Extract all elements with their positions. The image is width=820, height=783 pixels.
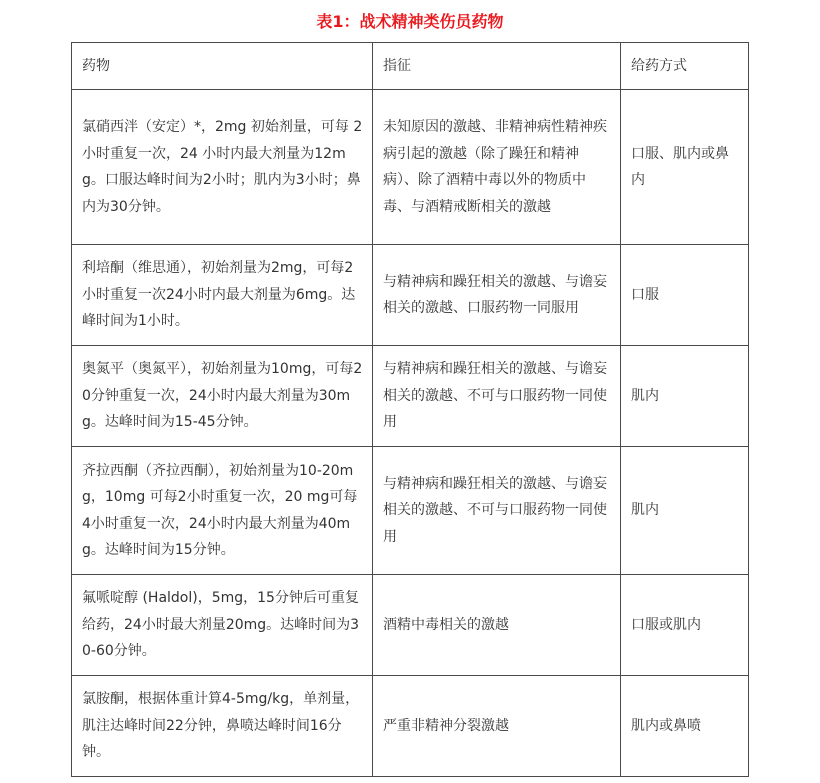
drug-cell: 氯胺酮，根据体重计算4-5mg/kg，单剂量，肌注达峰时间22分钟，鼻喷达峰时间16分钟。 (72, 676, 373, 777)
table-title: 表1：战术精神类伤员药物 (316, 12, 504, 31)
drug-cell: 利培酮（维思通），初始剂量为2mg，可每2小时重复一次24小时内最大剂量为6mg。达峰时间为1小时。 (72, 245, 373, 346)
drug-cell: 齐拉西酮（齐拉西酮），初始剂量为10-20mg，10mg 可每2小时重复一次，20 mg可每4小时重复一次，24小时内最大剂量为40mg。达峰时间为15分钟。 (72, 447, 373, 575)
drug-cell: 奥氮平（奥氮平），初始剂量为10mg，可每20分钟重复一次，24小时内最大剂量为30mg。达峰时间为15-45分钟。 (72, 346, 373, 447)
drug-cell: 氯硝西泮（安定）*，2mg 初始剂量，可每 2 小时重复一次，24 小时内最大剂量为12mg。口服达峰时间为2小时；肌内为3小时；鼻内为30分钟。 (72, 90, 373, 245)
route-cell: 肌内或鼻喷 (621, 676, 749, 777)
drug-table (71, 42, 749, 777)
indication-cell: 酒精中毒相关的激越 (373, 575, 621, 676)
table-row (72, 346, 749, 447)
indication-cell: 严重非精神分裂激越 (373, 676, 621, 777)
route-cell: 口服或肌内 (621, 575, 749, 676)
table-row (72, 90, 749, 245)
header-route: 给药方式 (621, 43, 749, 90)
indication-cell: 与精神病和躁狂相关的激越、与谵妄相关的激越、不可与口服药物一同使用 (373, 346, 621, 447)
header-row (72, 43, 749, 90)
header-indication: 指征 (373, 43, 621, 90)
route-cell: 肌内 (621, 346, 749, 447)
header-drug: 药物 (72, 43, 373, 90)
indication-cell: 未知原因的激越、非精神病性精神疾病引起的激越（除了躁狂和精神病）、除了酒精中毒以外的物质中毒、与酒精戒断相关的激越 (373, 90, 621, 245)
table-row (72, 575, 749, 676)
table-row (72, 676, 749, 777)
route-cell: 口服 (621, 245, 749, 346)
table-row (72, 447, 749, 575)
drug-cell: 氟哌啶醇 (Haldol)，5mg，15分钟后可重复给药，24小时最大剂量20mg。达峰时间为30-60分钟。 (72, 575, 373, 676)
route-cell: 肌内 (621, 447, 749, 575)
indication-cell: 与精神病和躁狂相关的激越、与谵妄相关的激越、口服药物一同服用 (373, 245, 621, 346)
indication-cell: 与精神病和躁狂相关的激越、与谵妄相关的激越、不可与口服药物一同使用 (373, 447, 621, 575)
route-cell: 口服、肌内或鼻内 (621, 90, 749, 245)
table-row (72, 245, 749, 346)
